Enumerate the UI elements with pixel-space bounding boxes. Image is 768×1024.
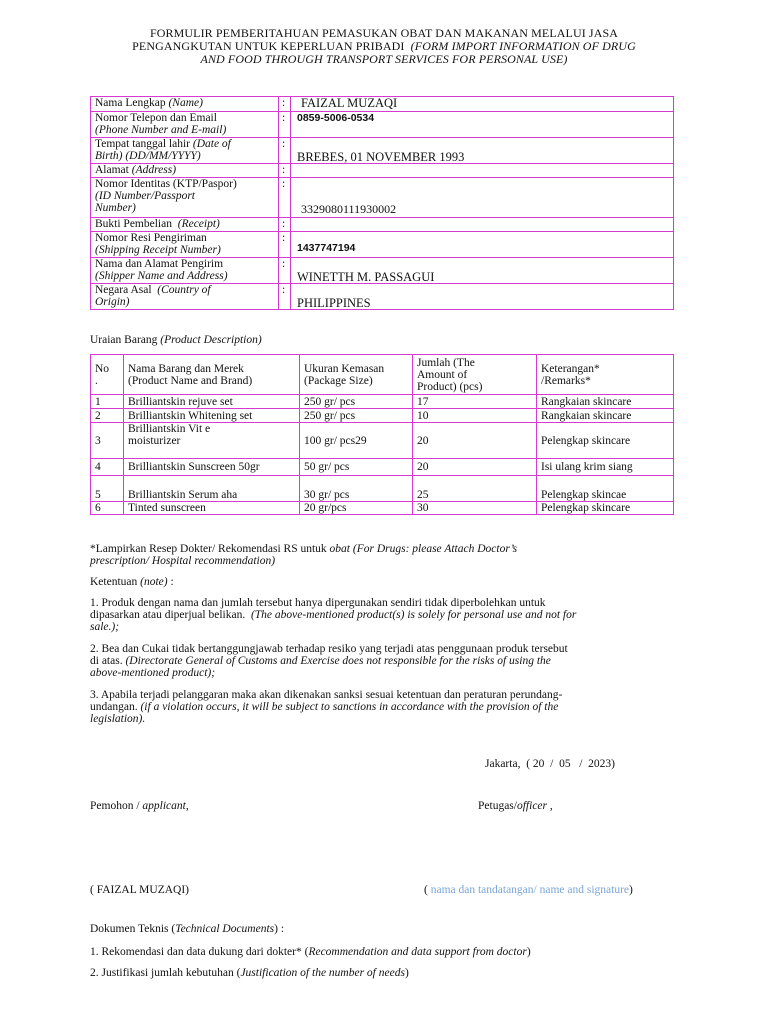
term-item-2: [90, 643, 690, 679]
info-label-en: (Date of: [192, 138, 231, 150]
term-3-text: 3. Apabila terjadi pelanggaran maka akan dikenakan sanksi sesuai ketentuan dan peraturan perundang-: [90, 689, 563, 701]
info-label-en: (Receipt): [177, 218, 220, 230]
tech-doc-1-end: ): [526, 946, 531, 958]
cell-name[interactable]: Tinted sunscreen: [124, 502, 300, 515]
header-remarks: Keterangan*: [541, 362, 600, 375]
table-row: [91, 423, 674, 459]
info-label-en: (Phone Number and E-mail): [95, 124, 227, 136]
term-1-text-b: dipasarkan atau diperjual belikan.: [90, 609, 246, 621]
applicant-label: [90, 800, 189, 812]
cell-remarks[interactable]: Rangkaian skincare: [537, 409, 674, 423]
receipt-value[interactable]: [291, 218, 674, 232]
product-section-label-id: Uraian Barang: [90, 334, 158, 346]
cell-remarks[interactable]: Pelengkap skincare: [537, 423, 674, 459]
term-item-1: [90, 597, 690, 633]
info-label-en: (ID Number/Passport: [95, 190, 195, 202]
cell-no: 4: [91, 459, 124, 476]
cell-size[interactable]: 30 gr/ pcs: [300, 476, 413, 502]
tech-doc-1-en: Recommendation and data support from doctor: [308, 946, 527, 958]
attach-note-id: *Lampirkan Resep Dokter/ Rekomendasi RS untuk: [90, 543, 327, 555]
term-3-en-2: legislation).: [90, 713, 146, 725]
officer-label-id: Petugas/: [478, 800, 517, 812]
table-row: [91, 409, 674, 423]
info-colon: :: [279, 138, 291, 164]
info-row-phone: [91, 112, 674, 138]
date-line: Jakarta, ( 20 / 05 / 2023): [485, 758, 615, 770]
product-table: [90, 354, 674, 515]
tech-docs-heading-id: Dokumen Teknis (: [90, 923, 176, 935]
term-1-text: 1. Produk dengan nama dan jumlah tersebut hanya dipergunakan sendiri tidak diperbolehkan untuk: [90, 597, 546, 609]
name-value[interactable]: FAIZAL MUZAQI: [291, 97, 674, 112]
info-row-country: [91, 284, 674, 310]
info-label-en: (Address): [131, 164, 177, 176]
applicant-label-en: applicant: [142, 800, 186, 812]
cell-amount[interactable]: 10: [413, 409, 537, 423]
tech-doc-item-1: [90, 946, 531, 958]
header-size-en: (Package Size): [304, 374, 373, 387]
title-line-1: FORMULIR PEMBERITAHUAN PEMASUKAN OBAT DAN MAKANAN MELALUI JASA: [149, 26, 619, 40]
cell-size[interactable]: 250 gr/ pcs: [300, 409, 413, 423]
officer-label-en: officer: [516, 800, 548, 812]
cell-amount[interactable]: 20: [413, 423, 537, 459]
tech-docs-heading-en: Technical Documents: [175, 923, 275, 935]
id-number-value[interactable]: 3329080111930002: [291, 178, 674, 218]
cell-no: 6: [91, 502, 124, 515]
cell-amount[interactable]: 25: [413, 476, 537, 502]
cell-no: 1: [91, 395, 124, 409]
info-label: Alamat: [95, 164, 129, 176]
info-label: Nomor Identitas (KTP/Paspor): [95, 178, 237, 190]
info-row-birth: [91, 138, 674, 164]
attach-note-en: obat (For Drugs: please Attach Doctor’s: [329, 543, 518, 555]
info-row-name: [91, 97, 674, 112]
terms-heading-colon: :: [170, 576, 174, 588]
address-value[interactable]: [291, 164, 674, 178]
birth-value[interactable]: BREBES, 01 NOVEMBER 1993: [291, 138, 674, 164]
term-2-en-2: above-mentioned product);: [90, 667, 216, 679]
term-3-text-b: undangan.: [90, 701, 138, 713]
officer-signature-placeholder: nama dan tandatangan/ name and signature: [430, 884, 630, 896]
terms-heading: [90, 576, 174, 588]
officer-comma: ,: [549, 800, 553, 812]
info-label: Tempat tanggal lahir: [95, 138, 190, 150]
info-label: Nomor Resi Pengiriman: [95, 232, 207, 244]
table-row: [91, 502, 674, 515]
header-remarks-en: /Remarks*: [541, 374, 591, 387]
applicant-label-id: Pemohon /: [90, 800, 140, 812]
tech-doc-1-id: 1. Rekomendasi dan data dukung dari dokter* (: [90, 946, 309, 958]
shipping-receipt-value[interactable]: 1437747194: [291, 232, 674, 258]
term-item-3: [90, 689, 690, 725]
info-label-en: Number): [95, 202, 136, 214]
info-row-address: [91, 164, 674, 178]
tech-doc-2-id: 2. Justifikasi jumlah kebutuhan (: [90, 967, 241, 979]
applicant-comma: ,: [185, 800, 189, 812]
tech-docs-heading-end: ) :: [274, 923, 285, 935]
cell-size[interactable]: 250 gr/ pcs: [300, 395, 413, 409]
info-label: Bukti Pembelian: [95, 218, 172, 230]
attachment-note: [90, 543, 517, 567]
info-label-en: (Shipper Name and Address): [95, 270, 228, 282]
cell-name-2[interactable]: moisturizer: [128, 435, 181, 447]
officer-signature-field[interactable]: [424, 884, 633, 896]
product-table-header: [91, 355, 674, 395]
term-1-en-2: sale.);: [90, 621, 120, 633]
cell-no: 5: [91, 476, 124, 502]
phone-value[interactable]: 0859-5006-0534: [291, 112, 674, 138]
info-label-en: Origin): [95, 296, 130, 308]
info-colon: :: [279, 258, 291, 284]
title-line-3-en: AND FOOD THROUGH TRANSPORT SERVICES FOR PERSONAL USE): [200, 52, 568, 66]
info-label: Negara Asal: [95, 284, 152, 296]
cell-remarks[interactable]: Isi ulang krim siang: [537, 459, 674, 476]
header-amount-3: Product) (pcs): [417, 380, 483, 393]
info-colon: :: [279, 178, 291, 218]
info-label: Nama Lengkap: [95, 97, 166, 109]
info-label-en: (Name): [168, 97, 203, 109]
table-row: [91, 476, 674, 502]
terms-heading-en: (note): [140, 576, 168, 588]
product-section-label-en: (Product Description): [160, 334, 262, 346]
info-colon: :: [279, 284, 291, 310]
applicant-info-table: [90, 96, 674, 310]
attach-note-en-2: prescription/ Hospital recommendation): [90, 555, 276, 567]
info-label: Nama dan Alamat Pengirim: [95, 258, 224, 270]
tech-doc-2-end: ): [404, 967, 409, 979]
info-row-receipt: [91, 218, 674, 232]
applicant-name[interactable]: ( FAIZAL MUZAQI): [90, 884, 190, 896]
term-2-text-b: di atas.: [90, 655, 123, 667]
header-name-en: (Product Name and Brand): [128, 374, 253, 387]
cell-amount[interactable]: 30: [413, 502, 537, 515]
country-value[interactable]: PHILIPPINES: [291, 284, 674, 310]
cell-remarks[interactable]: Rangkaian skincare: [537, 395, 674, 409]
term-2-en: (Directorate General of Customs and Exercise does not responsible for the risks of using the: [125, 655, 551, 667]
info-row-shipping: [91, 232, 674, 258]
table-row: [91, 395, 674, 409]
cell-size[interactable]: 50 gr/ pcs: [300, 459, 413, 476]
info-label-en: Birth) (DD/MM/YYYY): [95, 150, 201, 162]
form-title: [70, 27, 698, 66]
tech-docs-heading: [90, 923, 284, 935]
info-row-shipper: [91, 258, 674, 284]
info-label: Nomor Telepon dan Email: [95, 112, 217, 124]
info-colon: :: [279, 97, 291, 112]
header-name: Nama Barang dan Merek: [128, 362, 244, 375]
cell-name[interactable]: Brilliantskin Vit e: [128, 423, 211, 435]
cell-size[interactable]: 20 gr/pcs: [300, 502, 413, 515]
cell-remarks[interactable]: Pelengkap skincare: [537, 502, 674, 515]
cell-name[interactable]: Brilliantskin Sunscreen 50gr: [124, 459, 300, 476]
paren-open: (: [424, 884, 428, 896]
header-size: Ukuran Kemasan: [304, 362, 385, 375]
officer-label: [478, 800, 553, 812]
term-2-text: 2. Bea dan Cukai tidak bertanggungjawab terhadap resiko yang terjadi atas penggunaan produk tersebut: [90, 643, 568, 655]
terms-heading-id: Ketentuan: [90, 576, 138, 588]
header-amount: Jumlah (The: [417, 356, 475, 369]
header-no-dot: .: [95, 374, 98, 387]
title-line-2-en: (FORM IMPORT INFORMATION OF DRUG: [410, 39, 636, 53]
title-line-2: PENGANGKUTAN UNTUK KEPERLUAN PRIBADI: [132, 39, 405, 53]
cell-amount[interactable]: 20: [413, 459, 537, 476]
info-label-en: (Shipping Receipt Number): [95, 244, 221, 256]
shipper-value[interactable]: WINETTH M. PASSAGUI: [291, 258, 674, 284]
tech-doc-2-en: Justification of the number of needs: [240, 967, 405, 979]
tech-doc-item-2: [90, 967, 409, 979]
paren-close: ): [629, 884, 633, 896]
cell-name[interactable]: Brilliantskin rejuve set: [124, 395, 300, 409]
cell-name[interactable]: Brilliantskin Serum aha: [124, 476, 300, 502]
info-row-id: [91, 178, 674, 218]
cell-size[interactable]: 100 gr/ pcs29: [300, 423, 413, 459]
header-amount-2: Amount of: [417, 368, 468, 381]
table-row: [91, 459, 674, 476]
info-colon: :: [279, 218, 291, 232]
cell-no: 3: [91, 423, 124, 459]
cell-name[interactable]: Brilliantskin Whitening set: [124, 409, 300, 423]
term-3-en: (if a violation occurs, it will be subject to sanctions in accordance with the provision of the: [140, 701, 559, 713]
cell-no: 2: [91, 409, 124, 423]
term-1-en: (The above-mentioned product(s) is solely for personal use and not for: [250, 609, 577, 621]
product-section-label: [90, 334, 262, 346]
info-colon: :: [279, 164, 291, 178]
cell-remarks[interactable]: Pelengkap skincae: [537, 476, 674, 502]
info-colon: :: [279, 232, 291, 258]
header-no: No: [95, 362, 110, 375]
cell-amount[interactable]: 17: [413, 395, 537, 409]
info-colon: :: [279, 112, 291, 138]
info-label-en: (Country of: [157, 284, 211, 296]
